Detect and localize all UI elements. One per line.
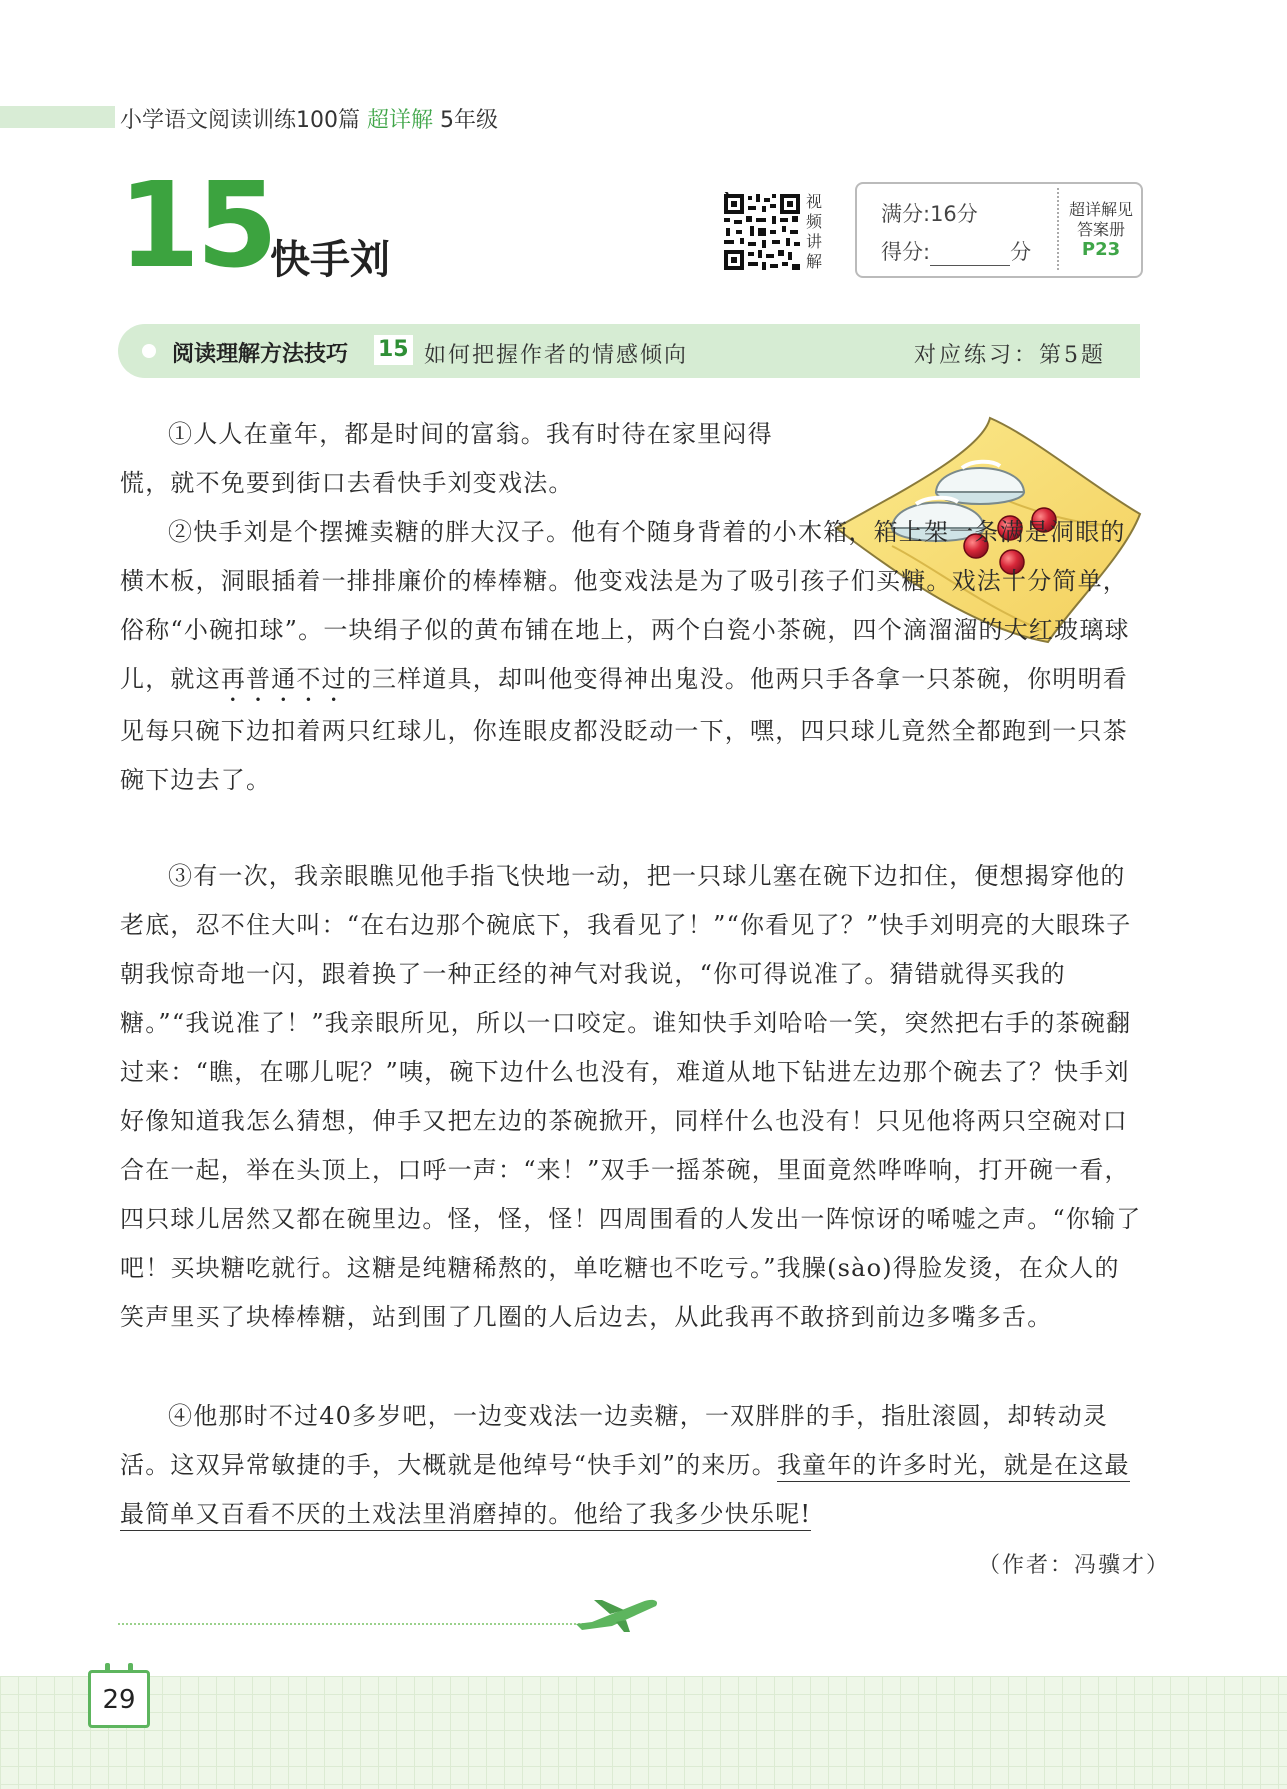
qr-code-icon[interactable] [722,192,802,272]
lesson-number: 15 [118,156,275,294]
skill-number: 15 [374,335,413,365]
answer-reference: 超详解见 答案册 P23 [1062,200,1140,260]
score-blank[interactable] [930,245,1010,266]
calendar-rings-icon [101,1663,137,1673]
skill-label: 阅读理解方法技巧 [172,342,349,367]
header-bar [0,106,115,128]
score-divider [1057,188,1059,270]
paragraph-2: ②快手刘是个摆摊卖糖的胖大汉子。他有个随身背着的小木箱，箱上架一条满是洞眼的横木板，洞眼插着一排排廉价的棒棒糖。他变戏法是为了吸引孩子们买糖。戏法十分简单，俗称“小碗扣球”。一块绢子似的黄布铺在地上，两个白瓷小茶碗，四个滴溜溜的大红玻璃球儿，就这再普通不过的三样道具，却叫他变得神出鬼没。他两只手各拿一只茶碗，你明明看见每只碗下边扣着两只红球儿，你连眼皮都没眨动一下，嘿，四只球儿竟然全都跑到一只茶碗下边去了。 [120,518,1130,794]
series-title: 小学语文阅读训练100篇 [120,108,360,133]
skill-topic: 如何把握作者的情感倾向 [424,343,689,368]
answer-page: P23 [1081,239,1121,260]
paragraph-3: ③有一次，我亲眼瞧见他手指飞快地一动，把一只球儿塞在碗下边扣住，便想揭穿他的老底，忍不住大叫：“在右边那个碗底下，我看见了！”“你看见了？”快手刘明亮的大眼珠子朝我惊奇地一闪，跟着换了一种正经的神气对我说，“你可得说准了。猜错就得买我的糖。”“我说准了！”我亲眼所见，所以一口咬定。谁知快手刘哈哈一笑，突然把右手的茶碗翻过来：“瞧，在哪儿呢？”咦，碗下边什么也没有，难道从地下钻进左边那个碗去了？快手刘好像知道我怎么猜想，伸手又把左边的茶碗掀开，同样什么也没有！只见他将两只空碗对口合在一起，举在头顶上，口呼一声：“来！”双手一摇茶碗，里面竟然哗哗响，打开碗一看，四只球儿居然又都在碗里边。怪，怪，怪！四周围看的人发出一阵惊讶的唏嘘之声。“你输了吧！买块糖吃就行。这糖是纯糖稀熬的，单吃糖也不吃亏。”我臊(sào)得脸发烫，在众人的笑声里买了块棒棒糖，站到围了几圈的人后边去，从此我再不敢挤到前边多嘴多舌。 [120,862,1142,1331]
page-number-box [88,1670,150,1728]
skill-bar [118,324,1140,378]
lesson-title: 快手刘 [270,237,390,283]
practice-reference: 对应练习：第5题 [914,343,1106,368]
page-number: 29 [102,1685,136,1715]
footer-grid-background [0,1676,1287,1789]
qr-label: 视 频 讲 解 [806,192,823,271]
paragraph-1: ①人人在童年，都是时间的富翁。我有时待在家里闷得慌，就不免要到街口去看快手刘变戏法。 [120,420,773,497]
underlined-sentence: 我童年的许多时光，就是在这最最简单又百看不厌的土戏法里消磨掉的。他给了我多少快乐呢! [120,1451,1130,1531]
airplane-icon [572,1594,662,1634]
dotted-divider [118,1623,588,1625]
full-score: 满分:16分 [881,202,978,226]
paragraph-4: ④他那时不过40多岁吧，一边变戏法一边卖糖，一双胖胖的手，指肚滚圆，却转动灵活。这双异常敏捷的手，大概就是他绰号“快手刘”的来历。我童年的许多时光，就是在这最最简单又百看不厌的土戏法里消磨掉的。他给了我多少快乐呢! [120,1392,1142,1539]
edition-label: 超详解 [367,108,434,133]
grade-label: 5年级 [440,108,499,133]
score-box [855,182,1143,278]
emphasized-phrase: 再普通不过 [220,665,347,693]
got-score: 得分: 分 [881,240,1032,264]
author-credit: （作者：冯骥才） [978,1553,1171,1578]
header-text [120,103,498,134]
bullet-icon [142,344,156,358]
